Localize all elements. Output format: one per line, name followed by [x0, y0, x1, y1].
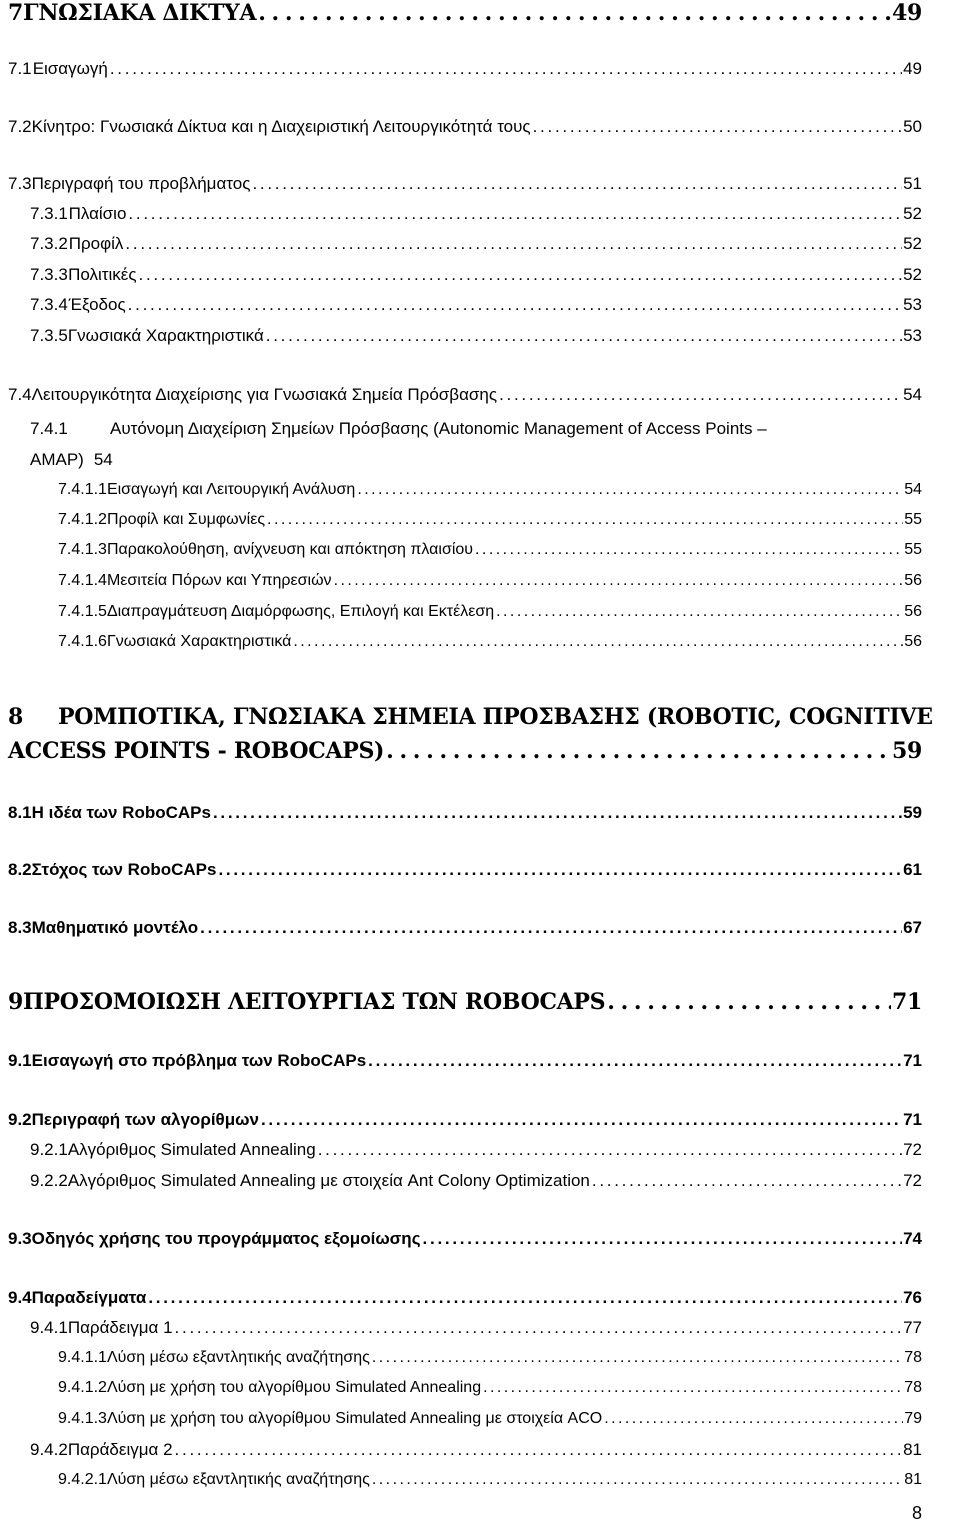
toc-leader-dots [110, 59, 902, 79]
toc-leader-dots [607, 989, 891, 1015]
toc-entry-page: 78 [904, 1379, 922, 1396]
toc-entry-title: ΠΡΟΣΟΜΟΙΩΣΗ ΛΕΙΤΟΥΡΓΙΑΣ ΤΩΝ ROBOCAPS [23, 989, 606, 1015]
toc-entry-7-2[interactable] [8, 117, 922, 137]
toc-entry-number: 7.4.1.1 [58, 481, 107, 498]
toc-entry-number: 8 [8, 704, 24, 730]
toc-entry-number: 9.4.2.1 [58, 1471, 107, 1488]
toc-entry-7-3[interactable] [8, 174, 922, 194]
toc-entry-number: 9.2.1 [30, 1140, 68, 1159]
toc-entry-7[interactable] [8, 0, 922, 26]
toc-leader-dots [252, 174, 902, 194]
toc-leader-dots [266, 326, 902, 346]
toc-entry-page: 71 [903, 1051, 922, 1070]
toc-entry-7-4-1-5[interactable] [58, 603, 922, 621]
toc-entry-page: 51 [903, 174, 922, 193]
toc-entry-7-3-5[interactable] [30, 326, 922, 346]
toc-leader-dots [483, 1379, 903, 1397]
toc-entry-9-4-1-3[interactable] [58, 1410, 922, 1428]
toc-entry-page: 55 [904, 511, 922, 528]
toc-entry-number: 7.3.4 [30, 295, 68, 314]
toc-entry-9[interactable] [8, 989, 922, 1015]
toc-entry-page: 56 [904, 633, 922, 650]
toc-leader-dots [357, 481, 903, 499]
toc-entry-9-2[interactable] [8, 1110, 922, 1130]
toc-entry-number: 7.3.2 [30, 234, 68, 253]
toc-entry-9-4-1[interactable] [30, 1318, 922, 1338]
toc-entry-title: Οδηγός χρήσης του προγράμματος εξομοίωσης [31, 1229, 421, 1248]
toc-entry-number: 8.3 [8, 918, 32, 937]
toc-entry-9-4-1-1[interactable] [58, 1349, 922, 1367]
toc-entry-title: Στόχος των RoboCAPs [31, 860, 217, 879]
toc-entry-7-4-1-4[interactable] [58, 572, 922, 590]
toc-entry-title: Λειτουργικότητα Διαχείρισης για Γνωσιακά Σημεία Πρόσβασης [31, 385, 498, 404]
toc-entry-number: 7.4.1.3 [58, 541, 107, 558]
toc-entry-9-4-2-1[interactable] [58, 1471, 922, 1489]
toc-entry-page: 78 [904, 1349, 922, 1366]
toc-leader-dots [423, 1229, 903, 1249]
toc-entry-number: 9.4.2 [30, 1440, 68, 1459]
toc-entry-number: 7.4.1.5 [58, 603, 107, 620]
toc-entry-number: 9.4 [8, 1288, 32, 1307]
toc-entry-title-line1: ΡΟΜΠΟΤΙΚΑ, ΓΝΩΣΙΑΚΑ ΣΗΜΕΙΑ ΠΡΟΣΒΑΣΗΣ (ROBOTIC, COGNITIVE [58, 704, 933, 730]
toc-entry-9-4[interactable] [8, 1288, 922, 1308]
toc-entry-page: 53 [903, 295, 922, 314]
toc-leader-dots [372, 1471, 903, 1489]
toc-entry-page: 81 [904, 1471, 922, 1488]
toc-entry-number: 7.2 [8, 117, 32, 136]
toc-leader-dots [386, 738, 891, 764]
toc-entry-title: Προφίλ και Συμφωνίες [106, 511, 266, 528]
toc-entry-title-line2: AMAP) [30, 450, 84, 469]
toc-entry-page: 71 [891, 989, 922, 1015]
toc-entry-title: Περιγραφή του προβλήματος [31, 174, 251, 193]
page-number: 8 [911, 1503, 922, 1523]
toc-leader-dots [604, 1410, 903, 1428]
toc-entry-page: 54 [903, 385, 922, 404]
toc-leader-dots [218, 860, 902, 880]
toc-entry-page: 74 [903, 1229, 922, 1248]
toc-leader-dots [128, 295, 902, 315]
toc-entry-page: 49 [891, 0, 922, 26]
toc-entry-page: 54 [93, 450, 113, 469]
toc-entry-number: 7.4.1.6 [58, 633, 107, 650]
toc-leader-dots [475, 541, 903, 559]
toc-entry-number: 9.2 [8, 1110, 32, 1129]
toc-entry-7-3-2[interactable] [30, 234, 922, 254]
toc-entry-number: 7.3 [8, 174, 32, 193]
toc-leader-dots [533, 117, 902, 137]
toc-leader-dots [139, 265, 903, 285]
toc-entry-number: 7.3.3 [30, 265, 68, 284]
toc-entry-page: 52 [903, 234, 922, 253]
toc-entry-number: 7.3.5 [30, 326, 68, 345]
toc-leader-dots [175, 1318, 903, 1338]
toc-entry-title: Πολιτικές [68, 265, 137, 284]
toc-entry-page: 56 [904, 603, 922, 620]
toc-leader-dots [128, 204, 902, 224]
toc-entry-page: 56 [904, 572, 922, 589]
toc-leader-dots [334, 572, 904, 590]
toc-entry-page: 72 [903, 1140, 922, 1159]
toc-entry-7-1[interactable] [8, 59, 922, 79]
toc-entry-title: Λύση μέσω εξαντλητικής αναζήτησης [106, 1471, 370, 1488]
toc-entry-number: 7.4.1.2 [58, 511, 107, 528]
toc-entry-title: Παρακολούθηση, ανίχνευση και απόκτηση πλαισίου [106, 541, 474, 558]
toc-entry-title: Αλγόριθμος Simulated Annealing με στοιχεία Ant Colony Optimization [67, 1171, 590, 1190]
toc-entry-title: Παραδείγματα [31, 1288, 147, 1307]
toc-leader-dots [267, 511, 903, 529]
toc-entry-number: 9.3 [8, 1229, 32, 1248]
toc-entry-7-3-1[interactable] [30, 204, 922, 224]
toc-entry-title: Διαπραγμάτευση Διαμόρφωσης, Επιλογή και Εκτέλεση [106, 603, 495, 620]
toc-leader-dots [148, 1288, 902, 1308]
toc-leader-dots [592, 1171, 902, 1191]
toc-entry-7-4-1-2[interactable] [58, 511, 922, 529]
toc-entry-number: 8.1 [8, 803, 32, 822]
toc-entry-title: Εισαγωγή και Λειτουργική Ανάλυση [106, 481, 356, 498]
toc-entry-title: ΓΝΩΣΙΑΚΑ ΔΙΚΤΥΑ [23, 0, 257, 26]
toc-entry-number: 7.4.1 [30, 419, 68, 438]
toc-entry-9-4-1-2[interactable] [58, 1379, 922, 1397]
toc-leader-dots [125, 234, 902, 254]
toc-entry-7-4-1-1[interactable] [58, 481, 922, 499]
toc-entry-title: Έξοδος [68, 295, 126, 314]
toc-entry-page: 49 [903, 59, 922, 78]
toc-entry-title: Παράδειγμα 2 [67, 1440, 173, 1459]
toc-entry-number: 7.3.1 [30, 204, 68, 223]
toc-entry-title: Κίνητρο: Γνωσιακά Δίκτυα και η Διαχειριστική Λειτουργικότητά τους [31, 117, 531, 136]
toc-entry-title: Λύση μέσω εξαντλητικής αναζήτησης [106, 1349, 370, 1366]
toc-entry-8-1[interactable] [8, 803, 922, 823]
toc-entry-number: 7.4 [8, 385, 32, 404]
toc-leader-dots [258, 0, 891, 26]
toc-entry-page: 71 [903, 1110, 922, 1129]
toc-entry-page: 77 [903, 1318, 922, 1337]
toc-leader-dots [496, 603, 903, 621]
toc-leader-dots [200, 918, 902, 938]
toc-entry-page: 52 [903, 265, 922, 284]
toc-entry-page: 81 [903, 1440, 922, 1459]
toc-entry-page: 61 [903, 860, 922, 879]
toc-leader-dots [261, 1110, 902, 1130]
toc-entry-page: 67 [903, 918, 922, 937]
toc-entry-9-3[interactable] [8, 1229, 922, 1249]
toc-entry-title: Αλγόριθμος Simulated Annealing [67, 1140, 316, 1159]
toc-entry-number: 9.2.2 [30, 1171, 68, 1190]
toc-entry-7-3-3[interactable] [30, 265, 922, 285]
toc-entry-page: 53 [903, 326, 922, 345]
toc-entry-number: 8.2 [8, 860, 32, 879]
toc-entry-title: Πλαίσιο [68, 204, 127, 223]
toc-entry-title: Μαθηματικό μοντέλο [31, 918, 199, 937]
toc-entry-8-3[interactable] [8, 918, 922, 938]
toc-entry-title: Γνωσιακά Χαρακτηριστικά [106, 633, 292, 650]
toc-entry-title: Προφίλ [68, 234, 124, 253]
toc-entry-9-2-2[interactable] [30, 1171, 922, 1191]
toc-entry-title: Μεσιτεία Πόρων και Υπηρεσιών [106, 572, 332, 589]
toc-entry-7-4-1-6[interactable] [58, 633, 922, 651]
toc-entry-title: Η ιδέα των RoboCAPs [31, 803, 211, 822]
toc-entry-9-1[interactable] [8, 1051, 922, 1071]
toc-entry-title: Παράδειγμα 1 [67, 1318, 173, 1337]
toc-entry-number: 9 [8, 989, 24, 1015]
toc-entry-7-4[interactable] [8, 385, 922, 405]
toc-leader-dots [368, 1051, 902, 1071]
toc-leader-dots [499, 385, 902, 405]
toc-entry-title-line1: Αυτόνομη Διαχείριση Σημείων Πρόσβασης (Autonomic Management of Access Points – [110, 419, 767, 438]
toc-leader-dots [175, 1440, 903, 1460]
toc-leader-dots [213, 803, 902, 823]
toc-entry-title: Περιγραφή των αλγορίθμων [31, 1110, 259, 1129]
toc-entry-number: 7 [8, 0, 24, 26]
toc-entry-9-2-1[interactable] [30, 1140, 922, 1160]
toc-leader-dots [293, 633, 903, 651]
toc-leader-dots [318, 1140, 902, 1160]
toc-entry-page: 52 [903, 204, 922, 223]
toc-entry-8-2[interactable] [8, 860, 922, 880]
toc-entry-title: Εισαγωγή [32, 59, 108, 78]
toc-entry-number: 9.1 [8, 1051, 32, 1070]
toc-entry-number: 7.1 [8, 59, 32, 78]
toc-entry-7-4-1-3[interactable] [58, 541, 922, 559]
toc-entry-title-line2: ACCESS POINTS - ROBOCAPS) [8, 738, 385, 764]
toc-entry-number: 9.4.1.1 [58, 1349, 107, 1366]
toc-entry-title: Γνωσιακά Χαρακτηριστικά [67, 326, 264, 345]
toc-entry-number: 9.4.1.2 [58, 1379, 107, 1396]
toc-entry-page: 76 [903, 1288, 922, 1307]
toc-entry-page: 54 [904, 481, 922, 498]
toc-entry-page: 79 [904, 1410, 922, 1427]
toc-entry-page: 59 [891, 738, 922, 764]
toc-entry-title: Λύση με χρήση του αλγορίθμου Simulated Annealing με στοιχεία ACO [106, 1410, 603, 1427]
toc-entry-7-3-4[interactable] [30, 295, 922, 315]
toc-leader-dots [372, 1349, 903, 1367]
toc-entry-9-4-2[interactable] [30, 1440, 922, 1460]
toc-entry-page: 72 [903, 1171, 922, 1190]
toc-entry-number: 9.4.1.3 [58, 1410, 107, 1427]
toc-entry-title: Λύση με χρήση του αλγορίθμου Simulated Annealing [106, 1379, 482, 1396]
toc-entry-page: 50 [903, 117, 922, 136]
toc-entry-title: Εισαγωγή στο πρόβλημα των RoboCAPs [31, 1051, 367, 1070]
toc-entry-page: 59 [903, 803, 922, 822]
toc-entry-page: 55 [904, 541, 922, 558]
toc-entry-number: 7.4.1.4 [58, 572, 107, 589]
toc-entry-number: 9.4.1 [30, 1318, 68, 1337]
